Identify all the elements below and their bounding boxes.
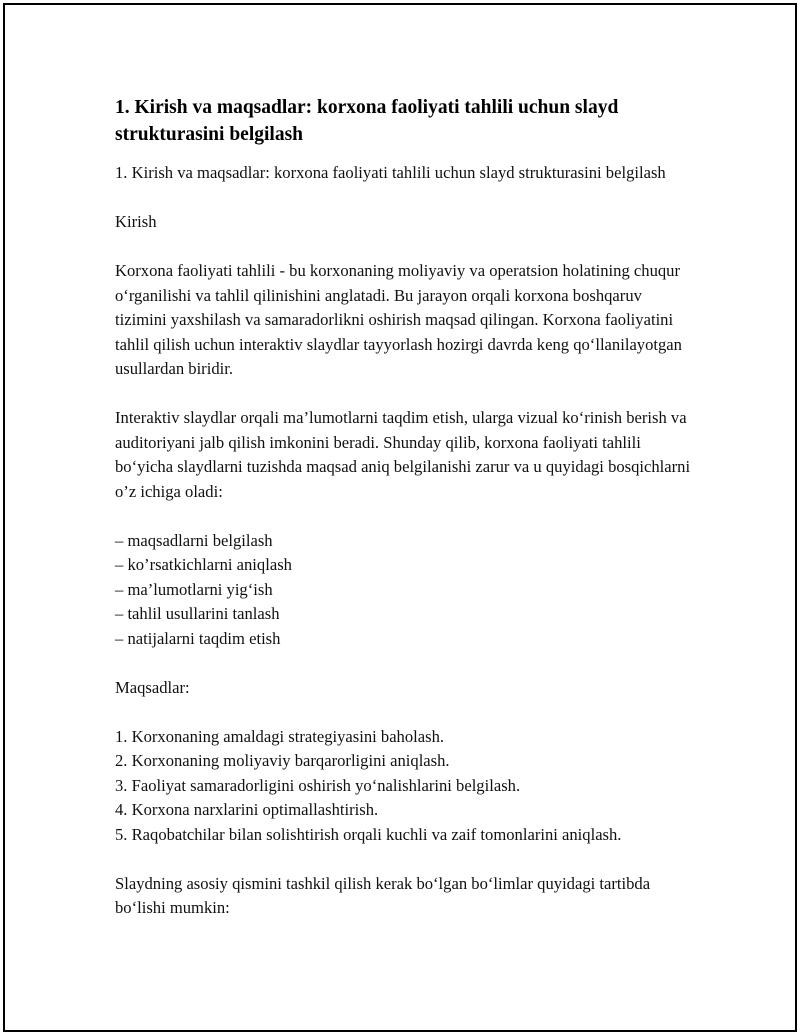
subtitle-paragraph: 1. Kirish va maqsadlar: korxona faoliyati tahlili uchun slayd strukturasini belgilash <box>115 163 666 182</box>
list-item: – tahlil usullarini tanlash <box>115 604 280 623</box>
list-item: – natijalarni taqdim etish <box>115 628 281 648</box>
list-item: 1. Korxonaning amaldagi strategiyasini baholash. <box>115 726 445 746</box>
list-item: 2. Korxonaning moliyaviy barqarorligini aniqlash. <box>115 751 450 770</box>
intro-paragraph: Korxona faoliyati tahlili - bu korxonaning moliyaviy va operatsion holatining chuqur o‘rganilishi va tahlil qilinishini anglatadi. Bu jarayon orqali korxona boshqaruv tizimini yaxshilash va samaradorlikni oshirish maqsad qilingan. Korxona faoliyatini tahlil qilish uchun interaktiv slaydlar tayyorlash hozirgi davrda keng qo‘llanilayotgan usullardan biridir. <box>115 261 682 378</box>
steps-list <box>115 529 695 652</box>
list-item: 4. Korxona narxlarini optimallashtirish. <box>115 800 379 819</box>
goals-list <box>115 725 695 848</box>
goals-heading: Maqsadlar: <box>115 677 190 697</box>
list-item: 5. Raqobatchilar bilan solishtirish orqali kuchli va zaif tomonlarini aniqlash. <box>115 824 622 844</box>
document-title: 1. Kirish va maqsadlar: korxona faoliyati tahlili uchun slayd strukturasini belgilash <box>115 97 619 145</box>
intro-heading: Kirish <box>115 212 157 231</box>
closing-paragraph: Slaydning asosiy qismini tashkil qilish kerak bo‘lgan bo‘limlar quyidagi tartibda bo‘lishi mumkin: <box>115 873 651 917</box>
document-body <box>115 94 695 945</box>
slides-paragraph: Interaktiv slaydlar orqali ma’lumotlarni taqdim etish, ularga vizual ko‘rinish berish va auditoriyani jalb qilish imkonini beradi. Shunday qilib, korxona faoliyati tahlili bo‘yicha slaydlarni tuzishda maqsad aniq belgilanishi zarur va u quyidagi bosqichlarni o’z ichiga oladi: <box>115 408 691 501</box>
list-item: 3. Faoliyat samaradorligini oshirish yo‘nalishlarini belgilash. <box>115 775 521 795</box>
list-item: – ko’rsatkichlarni aniqlash <box>115 555 292 574</box>
list-item: – maqsadlarni belgilash <box>115 530 273 550</box>
list-item: – ma’lumotlarni yig‘ish <box>115 579 273 599</box>
